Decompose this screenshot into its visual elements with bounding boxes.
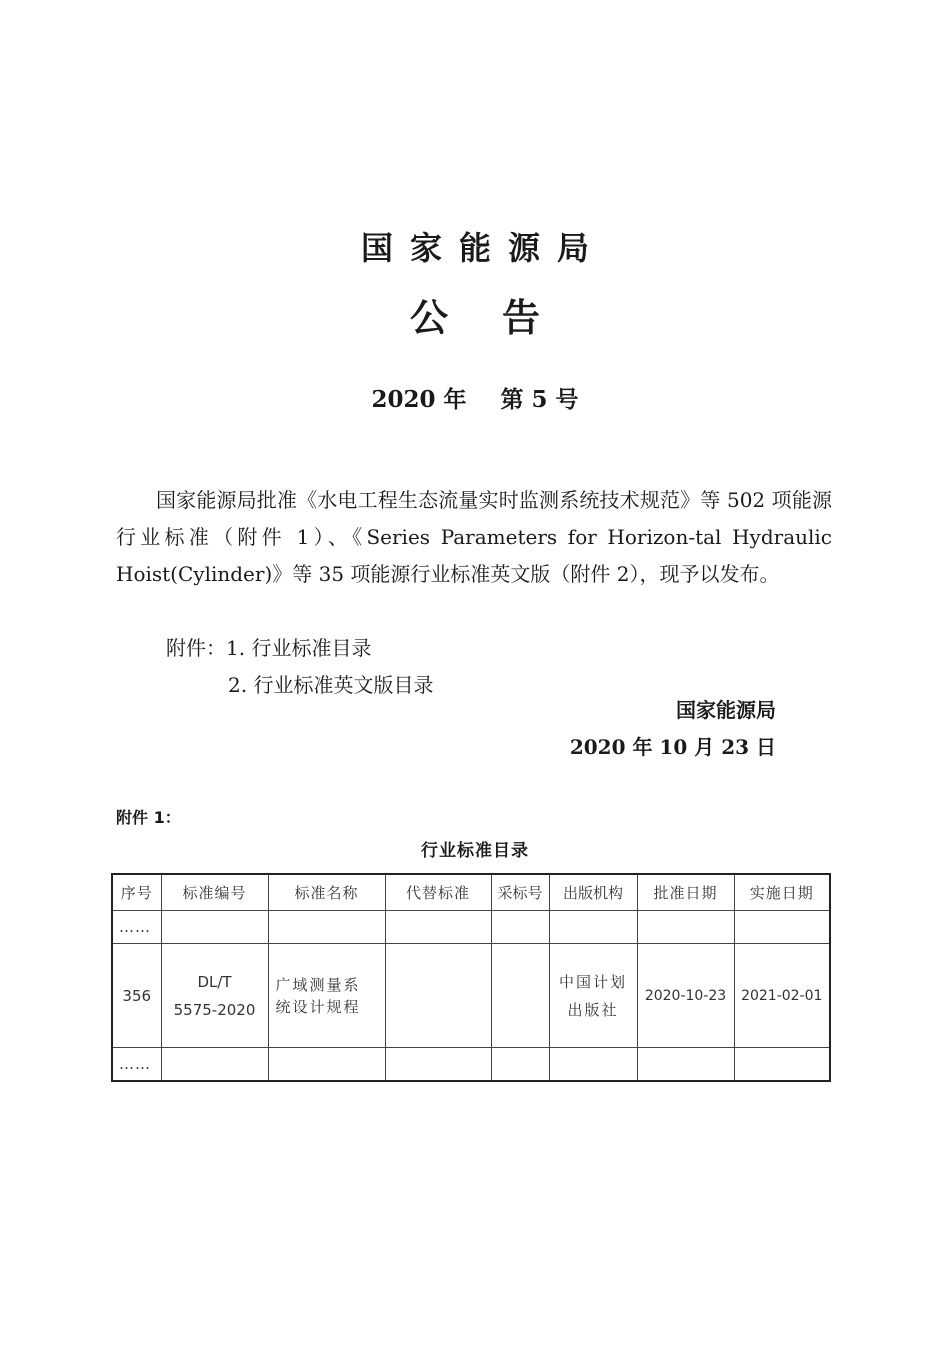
document-issue-number: 第 5 号 <box>500 386 579 413</box>
table-cell <box>491 1048 549 1082</box>
attachment-line-2: 2. 行业标准英文版目录 <box>228 673 434 697</box>
publisher-line: 出版社 <box>567 1000 619 1019</box>
annex-label: 附件 1： <box>116 808 181 827</box>
table-row <box>112 911 830 944</box>
table-cell <box>734 911 830 944</box>
column-header: 标准编号 <box>161 874 268 911</box>
column-header: 批准日期 <box>637 874 734 911</box>
standards-table <box>111 873 831 1082</box>
ellipsis-cell: …… <box>112 1048 161 1082</box>
announcement-body <box>116 482 832 593</box>
publisher-cell <box>549 944 637 1048</box>
table-row <box>112 1048 830 1082</box>
column-header: 实施日期 <box>734 874 830 911</box>
column-header: 代替标准 <box>385 874 491 911</box>
table-header-row <box>112 874 830 911</box>
document-type-title: 公告 <box>409 296 594 340</box>
table-cell <box>385 911 491 944</box>
announcement-paragraph: 国家能源局批准《水电工程生态流量实时监测系统技术规范》等 502 项能源行业标准（附件 1）、《Series Parameters for Horizon-tal Hydraulic Hoist(Cylinder)》等 35 项能源行业标准英文版（附件 2），现予以发布。 <box>116 488 832 586</box>
signature-organization: 国家能源局 <box>676 698 776 722</box>
table-cell <box>549 911 637 944</box>
standard-code-cell <box>161 944 268 1048</box>
signature-date: 2020 年 10 月 23 日 <box>569 735 776 759</box>
column-header: 出版机构 <box>549 874 637 911</box>
standard-name-cell <box>268 944 385 1048</box>
adopted-cell <box>491 944 549 1048</box>
table-cell <box>491 911 549 944</box>
standard-code-number: 5575-2020 <box>173 1000 256 1019</box>
column-header: 序号 <box>112 874 161 911</box>
attachment-line-1: 附件：1. 行业标准目录 <box>166 636 372 660</box>
table-cell <box>161 1048 268 1082</box>
standard-name-line: 广域测量系 <box>275 975 361 994</box>
table-cell <box>268 1048 385 1082</box>
table-cell <box>549 1048 637 1082</box>
issuer-title: 国家能源局 <box>360 229 606 267</box>
publisher-line: 中国计划 <box>558 972 627 991</box>
table-cell <box>637 1048 734 1082</box>
effective-date-cell: 2021-02-01 <box>734 944 830 1048</box>
document-number <box>0 384 950 416</box>
table-cell <box>161 911 268 944</box>
standard-code-prefix: DL/T <box>197 972 232 991</box>
table-cell <box>637 911 734 944</box>
approve-date-cell: 2020-10-23 <box>637 944 734 1048</box>
seq-cell: 356 <box>112 944 161 1048</box>
ellipsis-cell: …… <box>112 911 161 944</box>
table-cell <box>268 911 385 944</box>
standard-name-line: 统设计规程 <box>275 997 361 1016</box>
table-cell <box>734 1048 830 1082</box>
document-year: 2020 年 <box>371 386 467 413</box>
annex-table-title: 行业标准目录 <box>421 841 529 861</box>
column-header: 标准名称 <box>268 874 385 911</box>
replaces-cell <box>385 944 491 1048</box>
column-header: 采标号 <box>491 874 549 911</box>
table-cell <box>385 1048 491 1082</box>
table-row <box>112 944 830 1048</box>
